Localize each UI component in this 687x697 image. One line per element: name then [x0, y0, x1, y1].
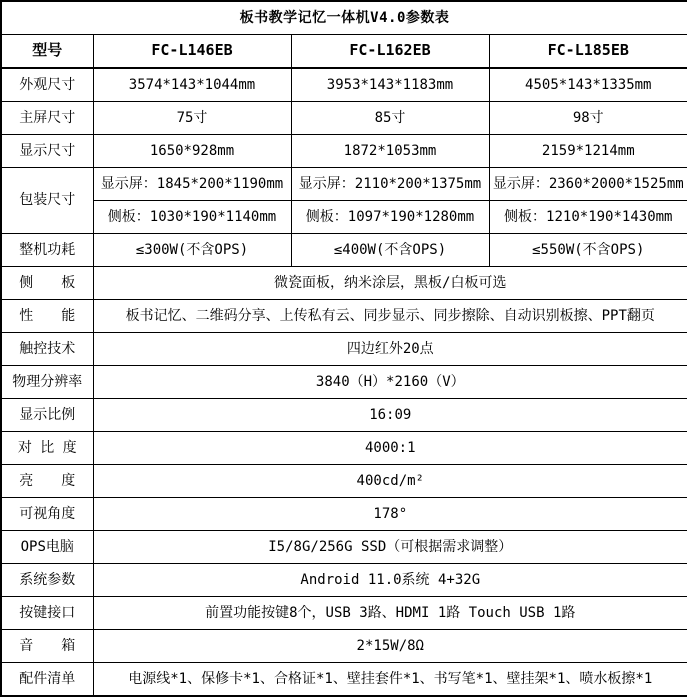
spec-row-brightness: [1, 465, 687, 498]
title-row: [1, 1, 687, 35]
spec-label-contrast: 对 比 度: [1, 432, 93, 465]
spec-value: 3574*143*1044mm: [93, 68, 291, 102]
spec-label-brightness: 亮 度: [1, 465, 93, 498]
spec-value: 1872*1053mm: [291, 135, 489, 168]
spec-value: 板书记忆、二维码分享、上传私有云、同步显示、同步擦除、自动识别板擦、PPT翻页: [93, 300, 687, 333]
model-name-1: FC-L146EB: [93, 35, 291, 69]
spec-value: 4505*143*1335mm: [489, 68, 687, 102]
spec-row-packaging-side: [1, 201, 687, 234]
spec-value: Android 11.0系统 4+32G: [93, 564, 687, 597]
model-header-label: 型号: [1, 35, 93, 69]
spec-value: 显示屏：2360*2000*1525mm: [489, 168, 687, 201]
spec-value: 侧板：1030*190*1140mm: [93, 201, 291, 234]
spec-label-packaging: 包装尺寸: [1, 168, 93, 234]
spec-value: 显示屏：2110*200*1375mm: [291, 168, 489, 201]
model-name-2: FC-L162EB: [291, 35, 489, 69]
spec-value: 显示屏：1845*200*1190mm: [93, 168, 291, 201]
spec-value: 3840（H）*2160（V）: [93, 366, 687, 399]
spec-value: 75寸: [93, 102, 291, 135]
spec-row-speaker: [1, 630, 687, 663]
spec-value: 98寸: [489, 102, 687, 135]
spec-label-display-size: 显示尺寸: [1, 135, 93, 168]
spec-row-viewing-angle: [1, 498, 687, 531]
spec-row-system: [1, 564, 687, 597]
spec-value: 16:09: [93, 399, 687, 432]
spec-label-aspect-ratio: 显示比例: [1, 399, 93, 432]
spec-value: 178°: [93, 498, 687, 531]
spec-value: ≤300W(不含OPS): [93, 234, 291, 267]
spec-value: 400cd/m²: [93, 465, 687, 498]
spec-value: 3953*143*1183mm: [291, 68, 489, 102]
spec-row-touch: [1, 333, 687, 366]
spec-row-power: [1, 234, 687, 267]
spec-label-features: 性 能: [1, 300, 93, 333]
spec-row-packaging-display: [1, 168, 687, 201]
spec-label-side-panel: 侧 板: [1, 267, 93, 300]
spec-label-system: 系统参数: [1, 564, 93, 597]
spec-label-accessories: 配件清单: [1, 663, 93, 697]
spec-label-resolution: 物理分辨率: [1, 366, 93, 399]
spec-row-main-screen: [1, 102, 687, 135]
spec-row-accessories: [1, 663, 687, 697]
spec-label-touch: 触控技术: [1, 333, 93, 366]
spec-label-power: 整机功耗: [1, 234, 93, 267]
spec-value: 2*15W/8Ω: [93, 630, 687, 663]
spec-value: ≤400W(不含OPS): [291, 234, 489, 267]
spec-label-viewing-angle: 可视角度: [1, 498, 93, 531]
spec-value: 侧板：1097*190*1280mm: [291, 201, 489, 234]
spec-value: 前置功能按键8个，USB 3路、HDMI 1路 Touch USB 1路: [93, 597, 687, 630]
spec-row-ops-pc: [1, 531, 687, 564]
spec-value: 四边红外20点: [93, 333, 687, 366]
spec-row-features: [1, 300, 687, 333]
spec-value: 微瓷面板，纳米涂层，黑板/白板可选: [93, 267, 687, 300]
spec-value: ≤550W(不含OPS): [489, 234, 687, 267]
spec-value: 85寸: [291, 102, 489, 135]
spec-row-appearance: [1, 68, 687, 102]
spec-row-side-panel: [1, 267, 687, 300]
spec-value: 侧板：1210*190*1430mm: [489, 201, 687, 234]
spec-row-buttons-ports: [1, 597, 687, 630]
spec-label-main-screen: 主屏尺寸: [1, 102, 93, 135]
spec-row-aspect-ratio: [1, 399, 687, 432]
spec-value: 电源线*1、保修卡*1、合格证*1、壁挂套件*1、书写笔*1、壁挂架*1、喷水板擦*1: [93, 663, 687, 697]
spec-label-speaker: 音 箱: [1, 630, 93, 663]
spec-value: 1650*928mm: [93, 135, 291, 168]
spec-value: 4000:1: [93, 432, 687, 465]
spec-row-display-size: [1, 135, 687, 168]
spec-value: 2159*1214mm: [489, 135, 687, 168]
spec-value: I5/8G/256G SSD（可根据需求调整）: [93, 531, 687, 564]
spec-row-contrast: [1, 432, 687, 465]
spec-row-resolution: [1, 366, 687, 399]
spec-label-ops-pc: OPS电脑: [1, 531, 93, 564]
model-name-3: FC-L185EB: [489, 35, 687, 69]
page-title: 板书教学记忆一体机V4.0参数表: [1, 1, 687, 35]
spec-label-buttons-ports: 按键接口: [1, 597, 93, 630]
model-header-row: [1, 35, 687, 69]
spec-label-appearance: 外观尺寸: [1, 68, 93, 102]
